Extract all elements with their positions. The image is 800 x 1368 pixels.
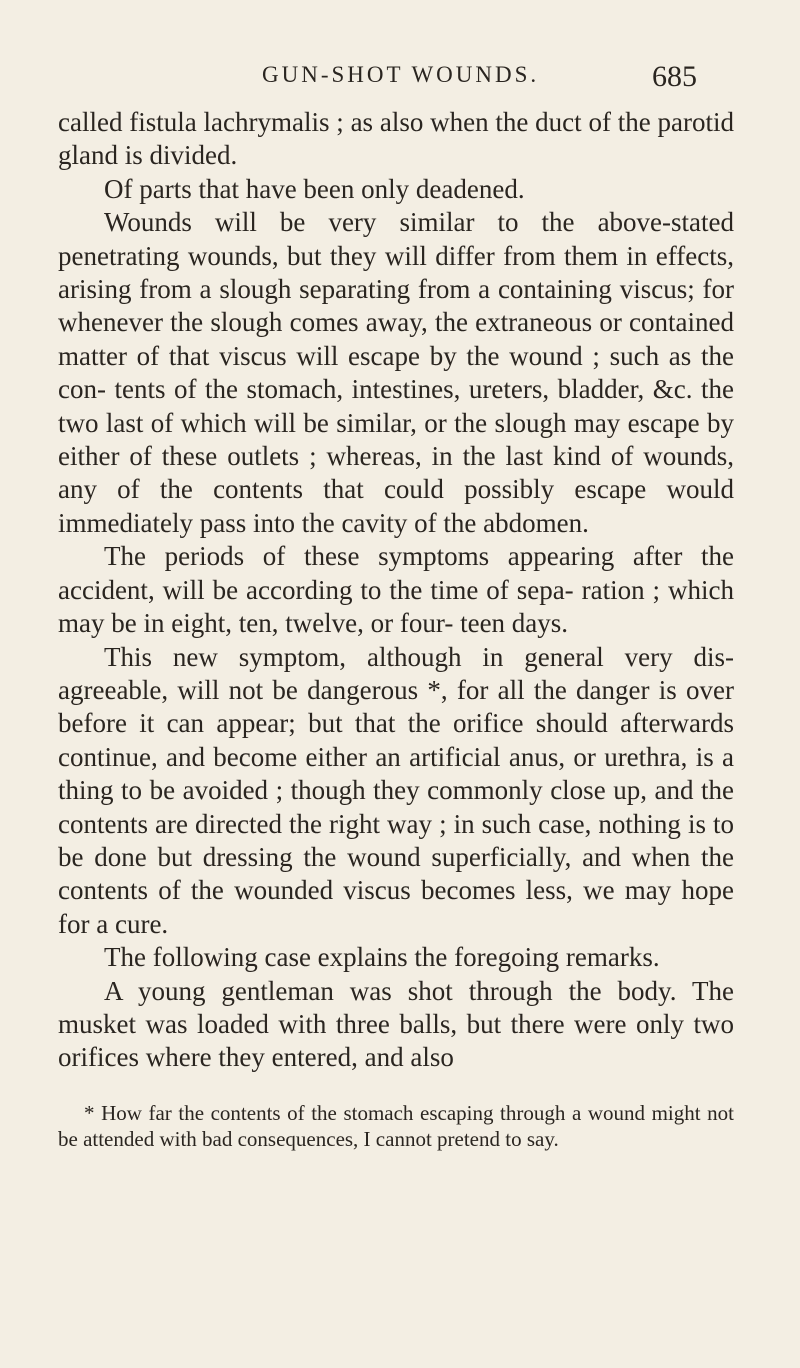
- paragraph: This new symptom, although in general very dis- agreeable, will not be dangerous *, for all the danger is over before it can appear; but that the orifice should afterwards continue, and become either an artificial anus, or urethra, is a thing to be avoided ; though they commonly close up, and the contents are directed the right way ; in such case, nothing is to be done but dressing the wound superficially, and when the contents of the wounded viscus becomes less, we may hope for a cure.: [58, 641, 734, 939]
- paragraph: A young gentleman was shot through the body. The musket was loaded with three balls, but there were only two orifices where they entered, and also: [58, 975, 734, 1073]
- section-heading: Of parts that have been only deadened.: [104, 173, 525, 204]
- paragraph: The periods of these symptoms appearing after the accident, will be according to the time of sepa- ration ; which may be in eight, ten, twelve, or four- teen days.: [58, 541, 734, 639]
- page-number: 685: [652, 60, 697, 93]
- footnote-text: * How far the contents of the stomach escaping through a wound might not be attended with bad consequences, I cannot pretend to say.: [58, 1101, 734, 1151]
- footnote: [58, 1100, 734, 1152]
- paragraph: The following case explains the foregoing remarks.: [104, 942, 660, 973]
- body-text: [58, 106, 734, 1075]
- paragraph-continued: called fistula lachrymalis ; as also when the duct of the parotid gland is divided.: [58, 107, 734, 171]
- paragraph: Wounds will be very similar to the above-stated penetrating wounds, but they will differ from them in effects, arising from a slough separating from a containing viscus; for whenever the slough comes away, the extraneous or contained matter of that viscus will escape by the wound ; such as the con- tents of the stomach, intestines, ureters, bladder, &c. the two last of which will be similar, or the slough may escape by either of these outlets ; whereas, in the last kind of wounds, any of the contents that could possibly escape would immediately pass into the cavity of the abdomen.: [58, 207, 734, 538]
- running-title: GUN-SHOT WOUNDS.: [262, 62, 540, 87]
